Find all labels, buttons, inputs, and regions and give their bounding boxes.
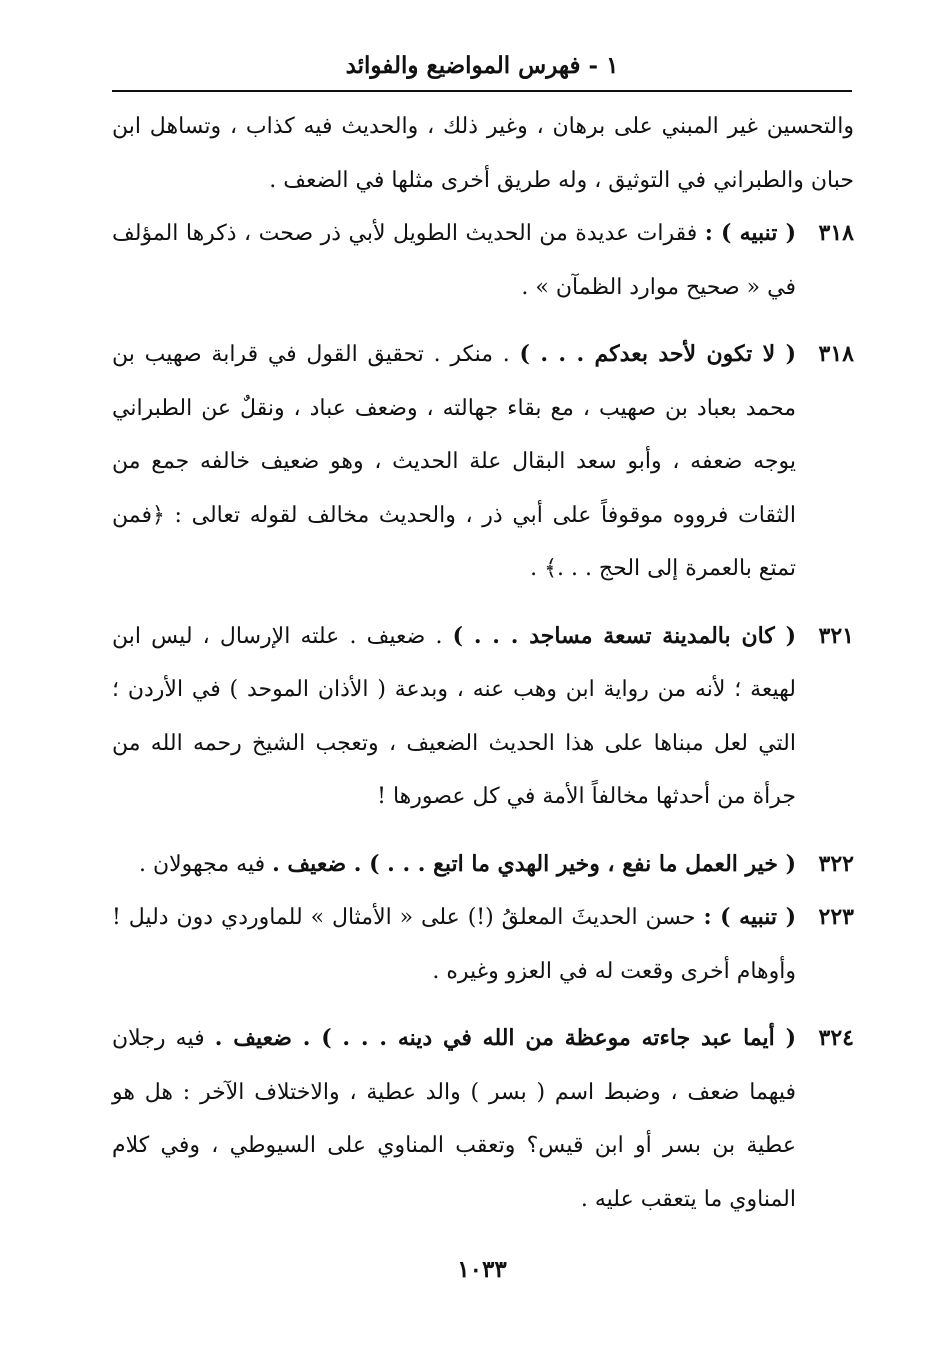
entry-heading: ( خير العمل ما نفع ، وخير الهدي ما اتبع . . . ) . ضعيف .: [272, 850, 796, 877]
entry-description: فقرات عديدة من الحديث الطويل لأبي ذر صحت ، ذكرها المؤلف في « صحيح موارد الظمآن » .: [112, 221, 796, 300]
entry-heading: ( تنبيه ) :: [704, 220, 796, 246]
entry-text: [112, 207, 796, 314]
entry-text: [112, 610, 796, 824]
entry-text: [112, 328, 796, 596]
entry-number: ٢٢٣: [818, 904, 854, 930]
entry-heading: ( لا تكون لأحد بعدكم . . . ): [519, 341, 796, 367]
entry-heading: ( أيما عبد جاءته موعظة من الله في دينه . . . ) . ضعيف .: [214, 1025, 796, 1051]
continued-paragraph: والتحسين غير المبني على برهان ، وغير ذلك ، والحديث فيه كذاب ، وتساهل ابن حبان والطبراني في التوثيق ، وله طريق أخرى مثلها في الضعف .: [112, 114, 854, 193]
entry-description: فيه مجهولان .: [138, 851, 273, 877]
entry-description: . منكر . تحقيق القول في قرابة صهيب بن محمد بعباد بن صهيب ، مع بقاء جهالته ، وضعف عباد ، ونقلٌ عن الطبراني يوجه ضعفه ، وأبو سعد البقال علة الحديث ، وهو ضعيف خالفه جمع من الثقات فرووه موقوفاً على أبي ذر ، والحديث مخالف لقوله تعالى : ﴿فمن تمتع بالعمرة إلى الحج . . .﴾ .: [112, 342, 796, 581]
entry-text: [112, 838, 796, 892]
entry-text: [112, 891, 796, 998]
entry-number: ٣٢١: [818, 622, 854, 649]
entry-number: ٣١٨: [818, 220, 854, 246]
entry-number: ٣٢٢: [818, 850, 854, 877]
entry-description: حسن الحديثَ المعلقُ (!) على « الأمثال » للماوردي دون دليل ! وأوهام أخرى وقعت له في العزو وغيره .: [112, 905, 796, 984]
entry-number: ٣٢٤: [818, 1025, 854, 1051]
index-entry: [112, 838, 854, 892]
index-entry: [112, 891, 854, 998]
index-entry: [112, 1012, 854, 1226]
entry-heading: ( تنبيه ) :: [703, 904, 796, 930]
page-number: ١٠٣٣: [457, 1256, 507, 1283]
entry-description: . ضعيف . علته الإرسال ، ليس ابن لهيعة ؛ لأنه من رواية ابن وهب عنه ، وبدعة ( الأذان الموحد ) في الأردن ؛ التي لعل مبناها على هذا الحديث الضعيف ، وتعجب الشيخ رحمه الله من جرأة من أحدثها مخالفاً الأمة في كل عصورها !: [112, 623, 796, 809]
entry-description: فيه رجلان فيهما ضعف ، وضبط اسم ( بسر ) والد عطية ، والاختلاف الآخر : هل هو عطية بن بسر أو ابن قيس؟ وتعقب المناوي على السيوطي ، وفي كلام المناوي ما يتعقب عليه .: [112, 1026, 796, 1212]
index-entry: [112, 328, 854, 596]
running-header: ١ - فهرس المواضيع والفوائد: [345, 52, 619, 79]
entry-heading: ( كان بالمدينة تسعة مساجد . . . ): [452, 622, 796, 649]
index-body: [112, 100, 854, 1226]
entry-text: [112, 1012, 796, 1226]
header-rule: [112, 90, 852, 92]
entry-number: ٣١٨: [818, 341, 854, 367]
index-entry: [112, 610, 854, 824]
index-entry: [112, 207, 854, 314]
